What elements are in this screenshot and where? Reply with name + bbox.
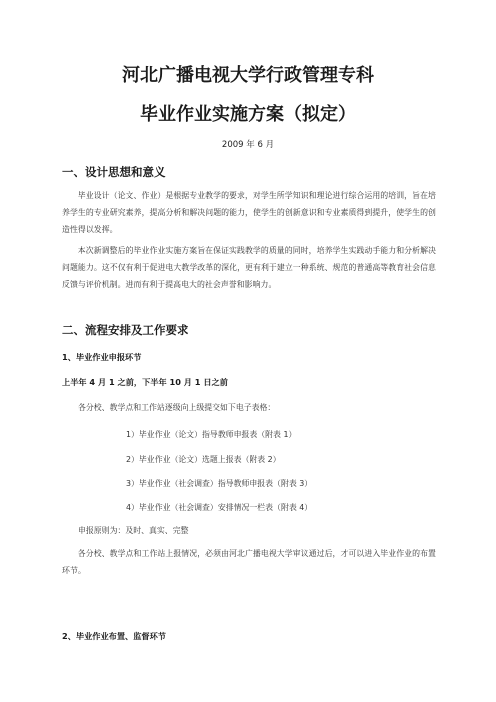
document-title-line1: 河北广播电视大学行政管理专科 xyxy=(122,65,374,86)
form-list-item-2: 2）毕业作业（论文）选题上报表（附表 2） xyxy=(126,455,281,464)
section2-heading: 二、流程安排及工作要求 xyxy=(62,323,189,337)
section1-paragraph2: 本次新调整后的毕业作业实施方案旨在保证实践教学的质量的同时，培养学生实践动手能力和分析解决问题能力。这不仅有利于促进电大教学改革的深化，更有利于建立一种系统、规范的普通高等教育社会信息反馈与评价机制。进而有利于提高电大的社会声誉和影响力。 xyxy=(62,246,436,289)
document-date: 2009 年 6 月 xyxy=(221,140,275,150)
section1-paragraph1: 毕业设计（论文、作业）是根据专业教学的要求，对学生所学知识和理论进行综合运用的培训，旨在培养学生的专业研究素养，提高分析和解决问题的能力，使学生的创新意识和专业素质得到提升，使学生的创造性得以发挥。 xyxy=(62,191,436,234)
subsection1-deadline: 上半年 4 月 1 之前，下半年 10 月 1 日之前 xyxy=(62,377,228,387)
section1-heading: 一、设计思想和意义 xyxy=(62,165,166,179)
subsection1-heading: 1、毕业作业申报环节 xyxy=(62,352,142,362)
form-list-item-4: 4）毕业作业（社会调查）安排情况一栏表（附表 4） xyxy=(126,503,313,512)
subsection1-intro: 各分校、教学点和工作站逐级向上级提交如下电子表格： xyxy=(78,403,276,412)
subsection2-heading: 2、毕业作业布置、监督环节 xyxy=(62,631,166,641)
document-title-line2: 毕业作业实施方案（拟定） xyxy=(140,104,356,125)
form-list-item-3: 3）毕业作业（社会调查）指导教师申报表（附表 3） xyxy=(126,479,313,488)
subsection1-paragraph: 各分校、教学点和工作站上报情况，必须由河北广播电视大学审议通过后，才可以进入毕业作业的布置环节。 xyxy=(62,549,436,575)
subsection1-principle: 申报原则为：及时、真实、完整 xyxy=(78,526,189,535)
form-list-item-1: 1）毕业作业（论文）指导教师申报表（附表 1） xyxy=(126,430,297,439)
